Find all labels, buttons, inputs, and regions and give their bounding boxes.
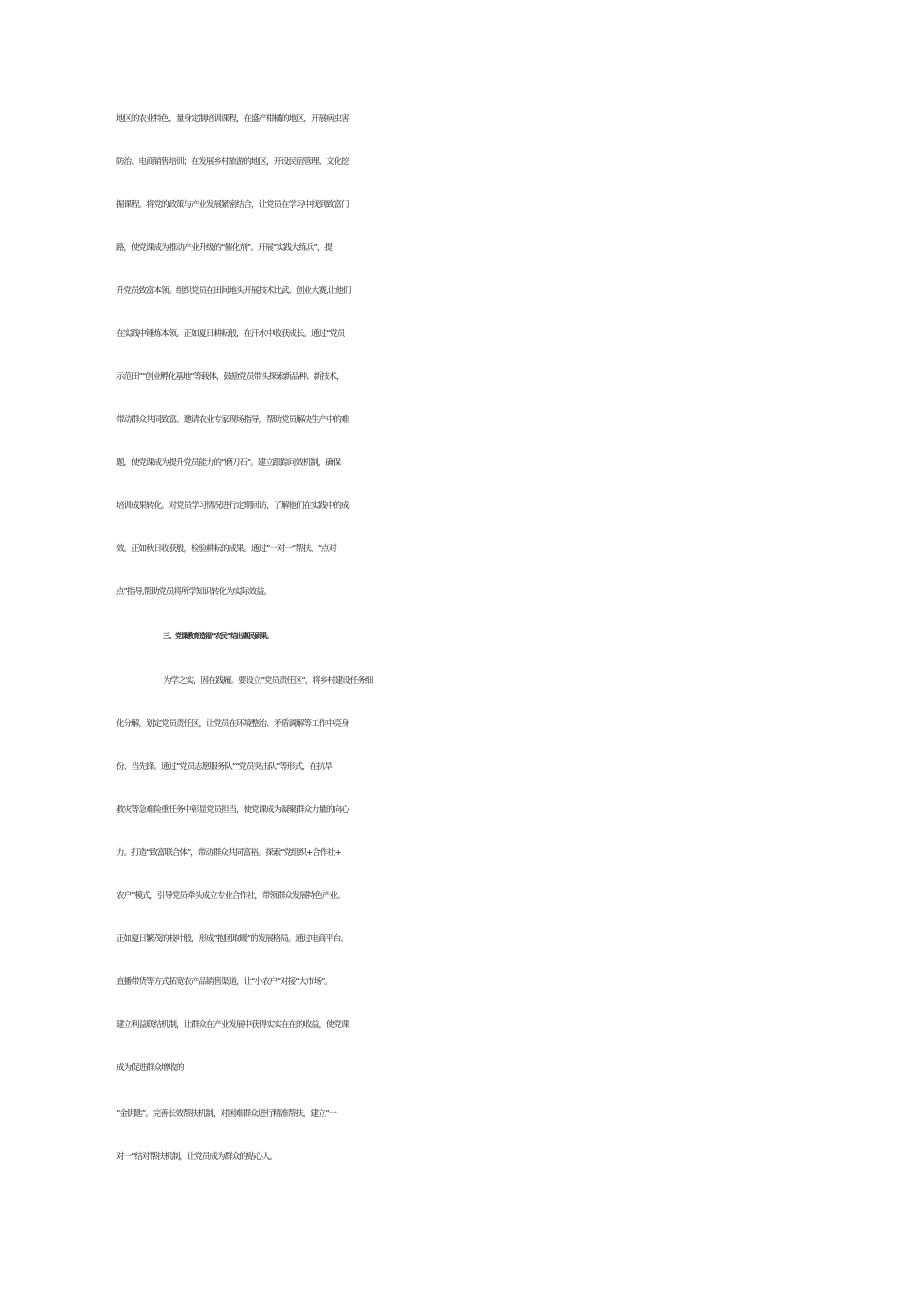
paragraph-line: 题，使党课成为提升党员能力的“磨刀石”。建立跟踪问效机制，确保 (116, 458, 341, 468)
paragraph-line: 份、当先锋。通过“党员志愿服务队”“党员突击队”等形式，在抗旱 (116, 762, 332, 772)
section-heading: 三、党课教育造福“农民”结出惠民硕果。 (163, 632, 273, 640)
paragraph-line: 示范田”“创业孵化基地”等载体，鼓励党员带头探索新品种、新技术， (116, 372, 344, 382)
paragraph-line: 点”指导,帮助党员将所学知识转化为实际效益。 (116, 587, 272, 597)
paragraph-line: 在实践中锤炼本领。正如夏日耕耘般，在汗水中收获成长。通过“党员 (116, 329, 345, 339)
paragraph-line: 救灾等急难险重任务中彰显党员担当，使党课成为凝聚群众力量的向心 (116, 805, 349, 815)
paragraph-line: 效。正如秋日收获般，检验耕耘的成果。通过“一对一”帮扶、“点对 (116, 544, 337, 554)
paragraph-line: “金钥匙”。完善长效帮扶机制，对困难群众进行精准帮扶，建立“一 (116, 1109, 337, 1119)
paragraph-line: 带动群众共同致富。邀请农业专家现场指导，帮助党员解决生产中的难 (116, 415, 349, 425)
paragraph-line: 培训成果转化。对党员学习情况进行定期回访，了解他们在实践中的成 (116, 501, 349, 511)
paragraph-line: 路，使党课成为推动产业升级的“催化剂”。开展”实践大练兵”，提 (116, 243, 332, 253)
paragraph-line: 防治、电商销售培训；在发展乡村旅游的地区，开设民宿管理、文化挖 (116, 157, 349, 167)
paragraph-line: 地区的农业特色，量身定制培训课程，在盛产柑橘的地区，开展病虫害 (116, 114, 349, 124)
paragraph-line: 力。打造“致富联合体”，带动群众共同富裕。探索“党组织+合作社+ (116, 848, 341, 858)
paragraph-line: 正如夏日繁茂的枝叶般，形成“抱团取暖”的发展格局。通过电商平台、 (116, 934, 348, 944)
paragraph-line: 成为促进群众增收的 (116, 1063, 184, 1073)
paragraph-line: 掘课程。将党的政策与产业发展紧密结合，让党员在学习中找到致富门 (116, 200, 349, 210)
paragraph-line: 化分解，划定党员责任区，让党员在环境整治、矛盾调解等工作中亮身 (116, 719, 349, 729)
paragraph-first-line: 为学之实，固在践履。要设立“党员责任区”，将乡村建设任务细 (163, 676, 373, 686)
paragraph-line: 农户”模式，引导党员牵头成立专业合作社，带领群众发展特色产业。 (116, 891, 345, 901)
paragraph-line: 建立利益联结机制，让群众在产业发展中获得实实在在的收益，使党课 (116, 1020, 349, 1030)
paragraph-line: 直播带货等方式拓宽农产品销售渠道，让“小农户”对接“大市场”。 (116, 977, 332, 987)
paragraph-line: 对一”结对帮扶机制，让党员成为群众的贴心人。 (116, 1152, 277, 1162)
paragraph-line: 升党员致富本领。组织党员在田间地头开展技术比武、创业大赛,让他们 (116, 286, 351, 296)
